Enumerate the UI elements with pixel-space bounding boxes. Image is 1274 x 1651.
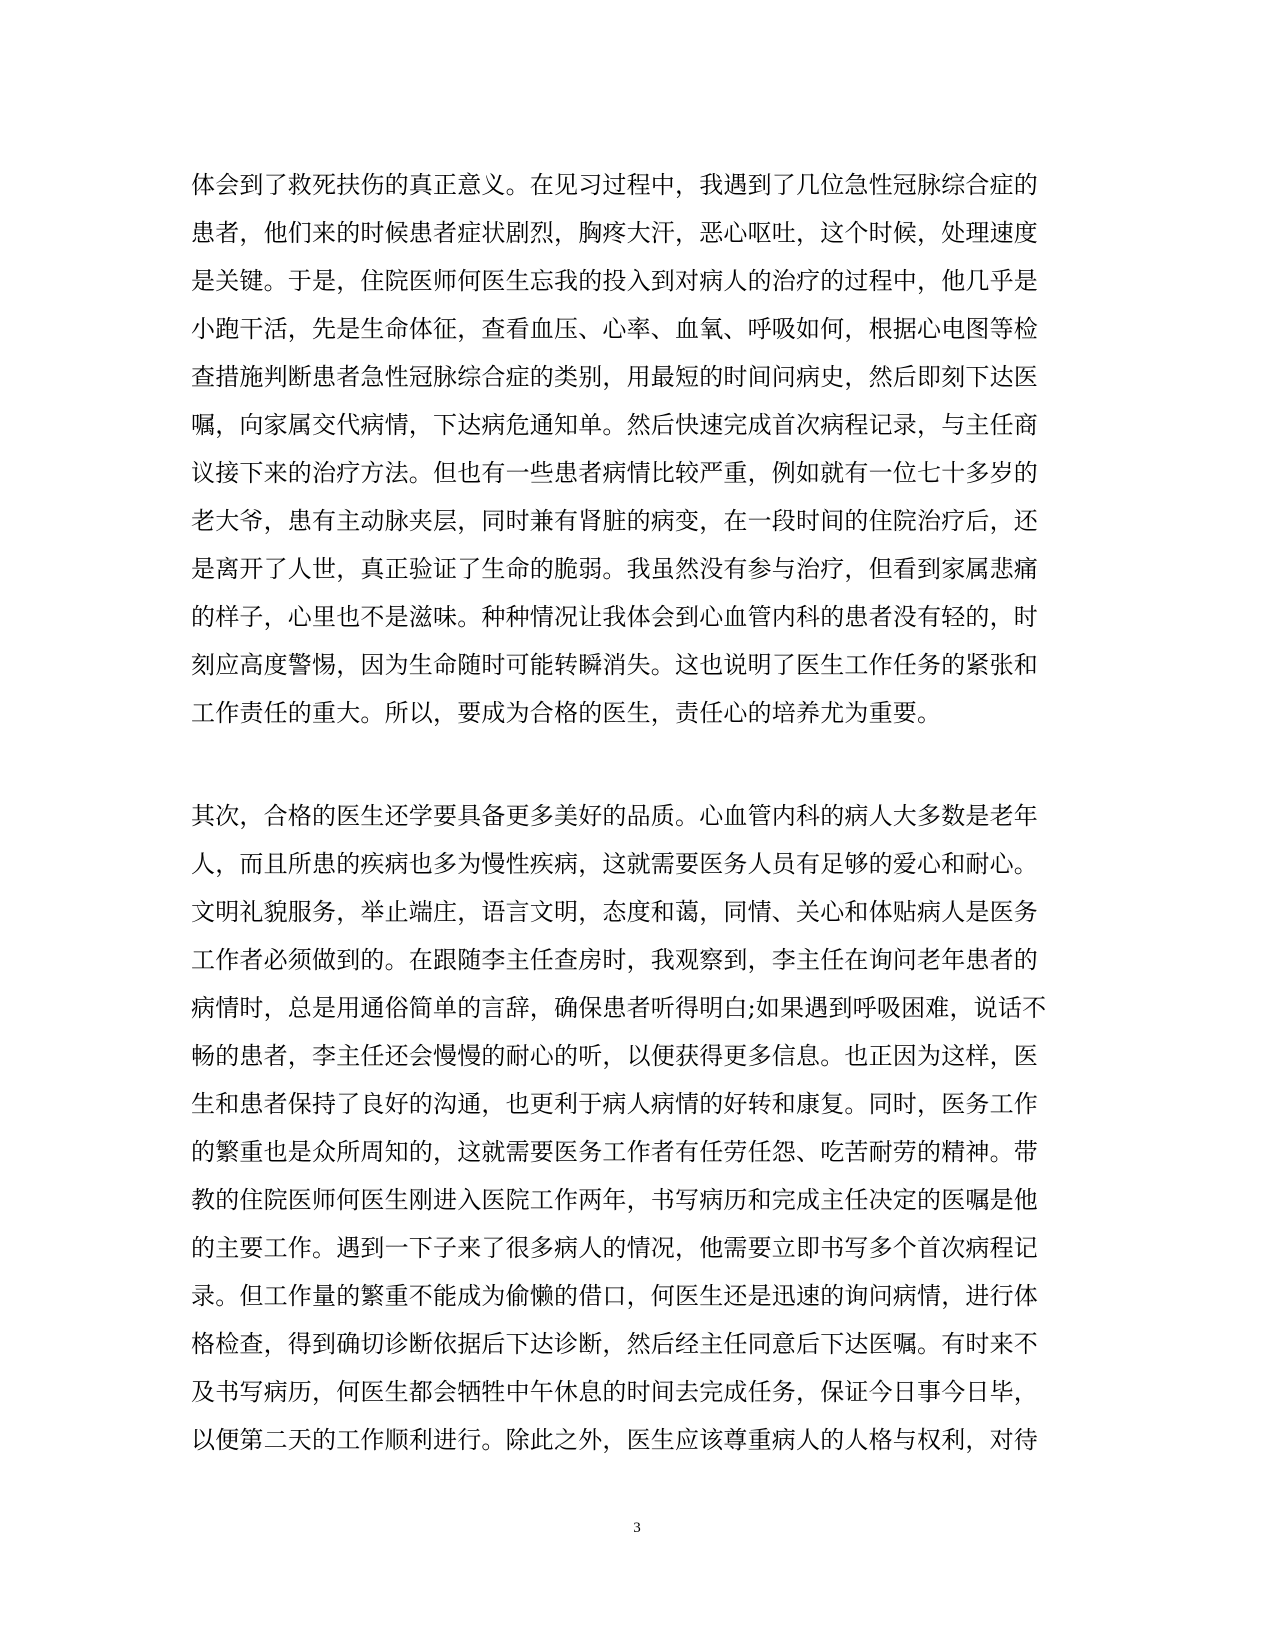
text-line: 查措施判断患者急性冠脉综合症的类别，用最短的时间问病史，然后即刻下达医 (191, 363, 1038, 391)
text-line: 工作责任的重大。所以，要成为合格的医生，责任心的培养尤为重要。 (191, 699, 942, 727)
text-line: 其次，合格的医生还学要具备更多美好的品质。心血管内科的病人大多数是老年 (191, 802, 1038, 830)
text-line: 嘱，向家属交代病情，下达病危通知单。然后快速完成首次病程记录，与主任商 (191, 411, 1038, 439)
text-line: 生和患者保持了良好的沟通，也更利于病人病情的好转和康复。同时，医务工作 (191, 1090, 1038, 1118)
text-line: 体会到了救死扶伤的真正意义。在见习过程中，我遇到了几位急性冠脉综合症的 (191, 171, 1038, 199)
text-line: 老大爷，患有主动脉夹层，同时兼有肾脏的病变，在一段时间的住院治疗后，还 (191, 507, 1038, 535)
text-line: 文明礼貌服务，举止端庄，语言文明，态度和蔼，同情、关心和体贴病人是医务 (191, 898, 1038, 926)
text-line: 是关键。于是，住院医师何医生忘我的投入到对病人的治疗的过程中，他几乎是 (191, 267, 1038, 295)
text-line: 议接下来的治疗方法。但也有一些患者病情比较严重，例如就有一位七十多岁的 (191, 459, 1038, 487)
text-line: 人，而且所患的疾病也多为慢性疾病，这就需要医务人员有足够的爱心和耐心。 (191, 850, 1038, 878)
paragraph-2 (191, 792, 1071, 1464)
text-line: 刻应高度警惕，因为生命随时可能转瞬消失。这也说明了医生工作任务的紧张和 (191, 651, 1038, 679)
text-line: 录。但工作量的繁重不能成为偷懒的借口，何医生还是迅速的询问病情，进行体 (191, 1282, 1038, 1310)
text-line: 的繁重也是众所周知的，这就需要医务工作者有任劳任怨、吃苦耐劳的精神。带 (191, 1138, 1038, 1166)
page-number: 3 (633, 1520, 641, 1536)
text-line: 工作者必须做到的。在跟随李主任查房时，我观察到，李主任在询问老年患者的 (191, 946, 1038, 974)
text-line: 教的住院医师何医生刚进入医院工作两年，书写病历和完成主任决定的医嘱是他 (191, 1186, 1038, 1214)
text-line: 畅的患者，李主任还会慢慢的耐心的听，以便获得更多信息。也正因为这样，医 (191, 1042, 1038, 1070)
text-line: 病情时，总是用通俗简单的言辞，确保患者听得明白;如果遇到呼吸困难，说话不 (191, 994, 1047, 1022)
text-line: 格检查，得到确切诊断依据后下达诊断，然后经主任同意后下达医嘱。有时来不 (191, 1330, 1038, 1358)
text-line: 小跑干活，先是生命体征，查看血压、心率、血氧、呼吸如何，根据心电图等检 (191, 315, 1038, 343)
text-line: 以便第二天的工作顺利进行。除此之外，医生应该尊重病人的人格与权利，对待 (191, 1426, 1038, 1454)
paragraph-1 (191, 161, 1071, 737)
text-line: 及书写病历，何医生都会牺牲中午休息的时间去完成任务，保证今日事今日毕， (191, 1378, 1038, 1406)
text-line: 的主要工作。遇到一下子来了很多病人的情况，他需要立即书写多个首次病程记 (191, 1234, 1038, 1262)
text-line: 患者，他们来的时候患者症状剧烈，胸疼大汗，恶心呕吐，这个时候，处理速度 (191, 219, 1038, 247)
text-line: 的样子，心里也不是滋味。种种情况让我体会到心血管内科的患者没有轻的，时 (191, 603, 1038, 631)
text-line: 是离开了人世，真正验证了生命的脆弱。我虽然没有参与治疗，但看到家属悲痛 (191, 555, 1038, 583)
